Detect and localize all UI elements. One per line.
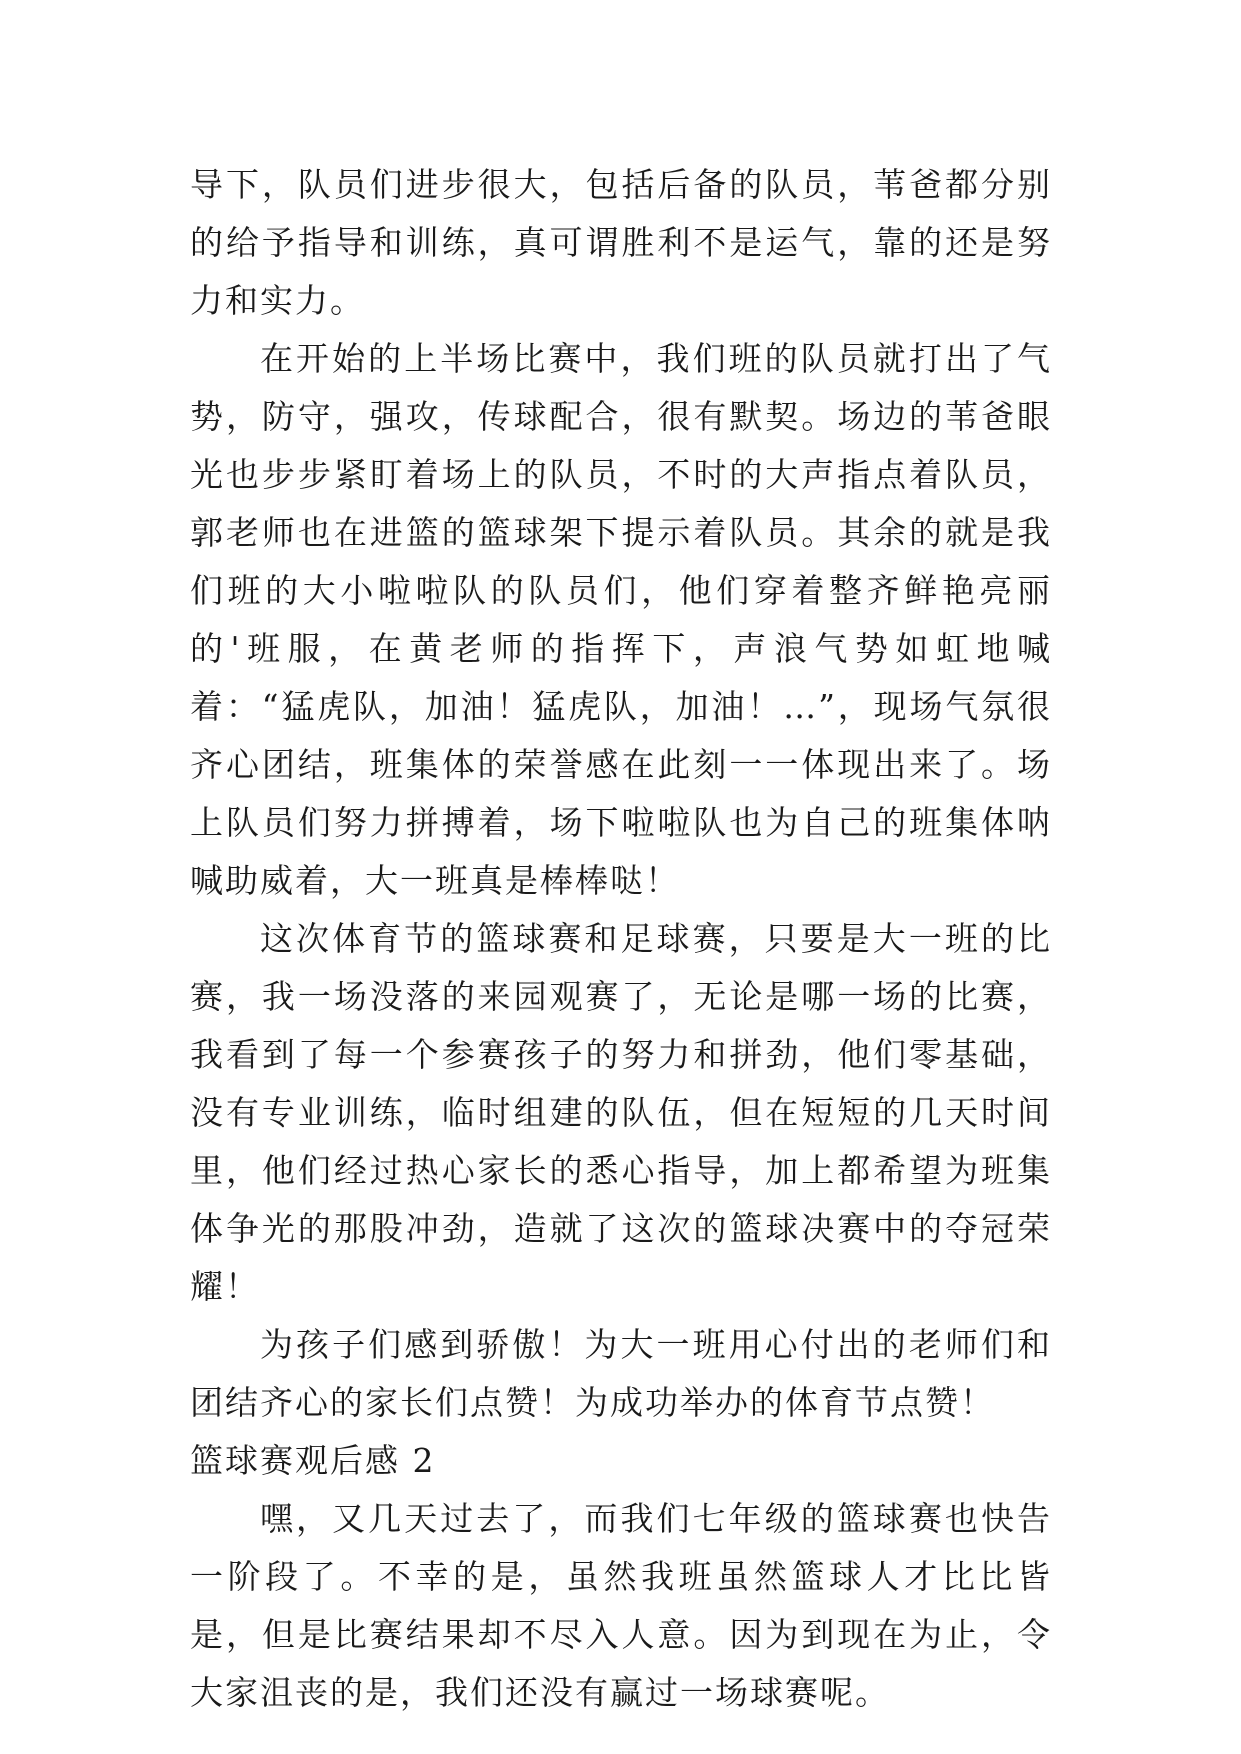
paragraph-1: 导下，队员们进步很大，包括后备的队员，苇爸都分别的给予指导和训练，真可谓胜利不是运气，靠的还是努力和实力。 <box>190 165 1052 320</box>
document-body <box>190 156 1052 1722</box>
paragraph-5: 嘿，又几天过去了，而我们七年级的篮球赛也快告一阶段了。不幸的是，虽然我班虽然篮球人才比比皆是，但是比赛结果却不尽入人意。因为到现在为止，令大家沮丧的是，我们还没有赢过一场球赛呢。 <box>190 1499 1052 1712</box>
paragraph-2: 在开始的上半场比赛中，我们班的队员就打出了气势，防守，强攻，传球配合，很有默契。场边的苇爸眼光也步步紧盯着场上的队员，不时的大声指点着队员，郭老师也在进篮的篮球架下提示着队员。其余的就是我们班的大小啦啦队的队员们，他们穿着整齐鲜艳亮丽的'班服，在黄老师的指挥下，声浪气势如虹地喊着：“猛虎队，加油！猛虎队，加油！…”，现场气氛很齐心团结，班集体的荣誉感在此刻一一体现出来了。场上队员们努力拼搏着，场下啦啦队也为自己的班集体呐喊助威着，大一班真是棒棒哒！ <box>190 339 1052 900</box>
paragraph-3: 这次体育节的篮球赛和足球赛，只要是大一班的比赛，我一场没落的来园观赛了，无论是哪一场的比赛，我看到了每一个参赛孩子的努力和拼劲，他们零基础，没有专业训练，临时组建的队伍，但在短短的几天时间里，他们经过热心家长的悉心指导，加上都希望为班集体争光的那股冲劲，造就了这次的篮球决赛中的夺冠荣耀！ <box>190 919 1052 1306</box>
paragraph-4: 为孩子们感到骄傲！为大一班用心付出的老师们和团结齐心的家长们点赞！为成功举办的体育节点赞！ <box>190 1325 1052 1422</box>
section-title: 篮球赛观后感 2 <box>190 1441 436 1480</box>
